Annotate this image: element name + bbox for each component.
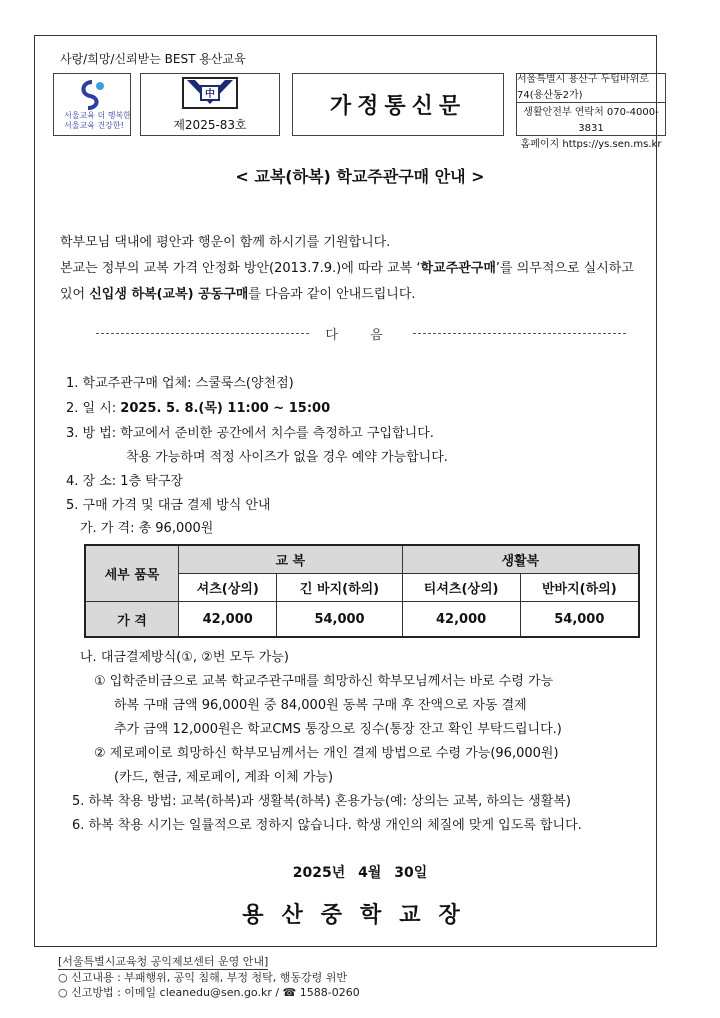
principal-signature: 용산중학교장	[242, 903, 478, 928]
table-price-cell: 42,000	[402, 602, 520, 638]
item-vendor: 1. 학교주관구매 업체: 스쿨룩스(양천점)	[66, 376, 294, 391]
table-header-item: 세부 품목	[85, 545, 179, 602]
intro-line-2-post: ’를 의무적으로 실시하고	[495, 261, 634, 276]
emblem-text: 中	[205, 89, 215, 100]
education-logo	[53, 73, 131, 136]
item-datetime	[66, 397, 330, 416]
item-wearing-period: 6. 하복 착용 시기는 일률적으로 정하지 않습니다. 학생 개인의 체질에 맞게 입도록 합니다.	[72, 818, 582, 833]
intro-line-2-bold: 학교주관구매	[420, 261, 496, 276]
intro-paragraph	[60, 230, 665, 308]
item-method: 3. 방 법: 학교에서 준비한 공간에서 치수를 측정하고 구입합니다.	[66, 426, 434, 441]
table-col-shorts: 반바지(하의)	[520, 574, 639, 602]
table-col-long-pants: 긴 바지(하의)	[277, 574, 402, 602]
issue-date: 2025년 4월 30일	[292, 865, 428, 881]
table-price-cell: 54,000	[277, 602, 402, 638]
item-price-total: 가. 가 격: 총 96,000원	[80, 521, 214, 536]
separator-dash-right	[413, 333, 626, 334]
table-row	[85, 545, 639, 574]
payment-option-1-detail-a: 하복 구매 금액 96,000원 중 84,000원 동복 구매 후 잔액으로 자동 결제	[114, 698, 527, 713]
payment-option-1: ① 입학준비금으로 교복 학교주관구매를 희망하신 학부모님께서는 바로 수령 가능	[94, 674, 554, 689]
item-datetime-label: 2. 일 시:	[66, 401, 121, 416]
seoul-education-logo-icon	[54, 74, 130, 135]
contact-details	[517, 103, 665, 153]
intro-line-3-bold: 신입생 하복(교복) 공동구매	[89, 287, 249, 302]
school-emblem-icon	[141, 74, 279, 114]
notice-title: < 교복(하복) 학교주관구매 안내 >	[235, 167, 485, 186]
footer-title: [서울특별시교육청 공익제보센터 운영 안내]	[58, 955, 269, 968]
intro-line-3	[60, 282, 665, 308]
logo-text-2: 서울교육 건강한!	[64, 121, 124, 130]
logo-text-1: 서울교육 더 행복한!	[64, 111, 130, 120]
table-header-uniform: 교 복	[179, 545, 403, 574]
item-place: 4. 장 소: 1층 탁구장	[66, 474, 183, 489]
intro-line-2	[60, 256, 665, 282]
footer-line-2: ○ 신고방법 : 이메일 cleanedu@sen.go.kr / ☎ 1588-0260	[58, 986, 360, 999]
separator-label: 다 음	[325, 328, 397, 343]
letterhead	[53, 73, 666, 150]
intro-line-3-post: 를 다음과 같이 안내드립니다.	[248, 287, 416, 302]
item-method-note: 착용 가능하며 적정 사이즈가 없을 경우 예약 가능합니다.	[126, 450, 448, 465]
school-emblem-box	[140, 73, 280, 136]
item-payment: 5. 구매 가격 및 대금 결제 방식 안내	[66, 498, 271, 513]
table-price-cell: 42,000	[179, 602, 277, 638]
intro-line-3-pre: 있어	[60, 287, 90, 302]
price-table	[84, 544, 640, 638]
homepage-link[interactable]: 홈페이지 https://ys.sen.ms.kr	[520, 139, 662, 150]
table-row	[85, 602, 639, 638]
table-header-sportswear: 생활복	[402, 545, 639, 574]
item-payment-method: 나. 대금결제방식(①, ②번 모두 가능)	[80, 650, 289, 665]
table-col-tshirt: 티셔츠(상의)	[402, 574, 520, 602]
table-col-shirt: 셔츠(상의)	[179, 574, 277, 602]
intro-line-1: 학부모님 댁내에 평안과 행운이 함께 하시기를 기원합니다.	[60, 235, 391, 250]
table-price-label: 가 격	[85, 602, 179, 638]
doc-number: 제2025-83호	[173, 118, 247, 132]
payment-option-1-detail-b: 추가 금액 12,000원은 학교CMS 통장으로 징수(통장 잔고 확인 부탁드립니다.)	[114, 722, 562, 737]
phone-contact: 생활안전부 연락처 070-4000-3831	[523, 107, 659, 134]
footer-line-1: ○ 신고내용 : 부패행위, 공익 침해, 부정 청탁, 행동강령 위반	[58, 971, 348, 984]
payment-option-2: ② 제로페이로 희망하신 학부모님께서는 개인 결제 방법으로 수령 가능(96,000원)	[94, 746, 559, 761]
item-datetime-value: 2025. 5. 8.(목) 11:00 ~ 15:00	[120, 401, 331, 416]
motto: 사랑/희망/신뢰받는 BEST 용산교육	[60, 52, 246, 66]
page-title: 가정통신문	[292, 73, 504, 136]
separator-dash-left	[96, 333, 309, 334]
footer-notice	[58, 954, 360, 1000]
payment-option-2-detail: (카드, 현금, 제로페이, 계좌 이체 가능)	[114, 770, 334, 785]
intro-line-2-pre: 본교는 정부의 교복 가격 안정화 방안(2013.7.9.)에 따라 교복 ‘	[60, 261, 421, 276]
separator	[96, 324, 626, 343]
item-wearing-method: 5. 하복 착용 방법: 교복(하복)과 생활복(하복) 혼용가능(예: 상의는 교복, 하의는 생활복)	[72, 794, 571, 809]
address: 서울특별시 용산구 두텁바위로 74(용산동2가)	[517, 74, 665, 103]
contact-info	[516, 73, 666, 150]
table-price-cell: 54,000	[520, 602, 639, 638]
